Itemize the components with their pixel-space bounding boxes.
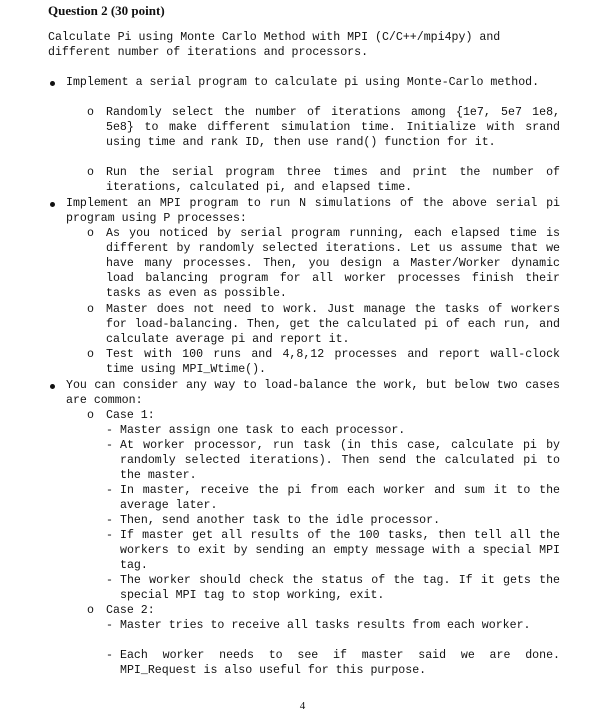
case-2-label: Case 2: [106, 604, 155, 617]
dash-marker: - [106, 439, 113, 452]
dash-marker: - [106, 484, 113, 497]
question-title: Question 2 (30 point) [48, 3, 165, 18]
sub-marker: o [87, 106, 94, 119]
case-2-item-2: Each worker needs to see if master said we are done. MPI_Request is also useful for this purpose. [120, 649, 560, 677]
bullet-1-sub-1: Randomly select the number of iterations among {1e7, 5e7 1e8, 5e8} to make different simulation time. Initialize with srand using time and rank ID, then use rand() function for it. [106, 106, 560, 149]
sub-marker: o [87, 348, 94, 361]
sub-marker: o [87, 303, 94, 316]
sub-marker: o [87, 227, 94, 240]
case-1-item-1: Master assign one task to each processor. [120, 424, 406, 437]
page-number: 4 [299, 700, 306, 712]
bullet-1-text: Implement a serial program to calculate pi using Monte-Carlo method. [66, 76, 540, 89]
case-1-label: Case 1: [106, 409, 155, 422]
bullet-2-sub-2: Master does not need to work. Just manage the tasks of workers for load-balancing. Then, get the calculated pi of each run, and calculate average pi and report it. [106, 303, 560, 346]
case-2-item-1: Master tries to receive all tasks results from each worker. [120, 619, 531, 632]
case-1-item-5: If master get all results of the 100 tasks, then tell all the workers to exit by sending an empty message with a special MPI tag. [120, 529, 560, 572]
dash-marker: - [106, 574, 113, 587]
bullet-2-sub-1: As you noticed by serial program running, each elapsed time is different by randomly selected iterations. Let us assume that we have many processes. Then, you design a Master/Worker dynamic load balancing program for all worker processes finish their tasks as even as possible. [106, 227, 560, 300]
sub-marker: o [87, 166, 94, 179]
dash-marker: - [106, 649, 113, 662]
bullet-marker [50, 384, 55, 389]
bullet-1-sub-2: Run the serial program three times and print the number of iterations, calculated pi, and elapsed time. [106, 166, 560, 194]
sub-marker: o [87, 409, 94, 422]
sub-marker: o [87, 604, 94, 617]
dash-marker: - [106, 424, 113, 437]
bullet-marker [50, 202, 55, 207]
bullet-marker [50, 81, 55, 86]
case-1-item-3: In master, receive the pi from each worker and sum it to the average later. [120, 484, 560, 512]
dash-marker: - [106, 514, 113, 527]
case-1-item-2: At worker processor, run task (in this case, calculate pi by randomly selected iterations). Then send the calculated pi to the master. [120, 439, 560, 482]
dash-marker: - [106, 529, 113, 542]
dash-marker: - [106, 619, 113, 632]
bullet-3-text: You can consider any way to load-balance the work, but below two cases are common: [66, 379, 560, 407]
bullet-2-text: Implement an MPI program to run N simulations of the above serial pi program using P processes: [66, 197, 560, 225]
case-1-item-6: The worker should check the status of the tag. If it gets the special MPI tag to stop working, exit. [120, 574, 560, 602]
bullet-2-sub-3: Test with 100 runs and 4,8,12 processes and report wall-clock time using MPI_Wtime(). [106, 348, 560, 376]
question-intro: Calculate Pi using Monte Carlo Method with MPI (C/C++/mpi4py) and different number of iterations and processors. [48, 31, 501, 59]
case-1-item-4: Then, send another task to the idle processor. [120, 514, 441, 527]
